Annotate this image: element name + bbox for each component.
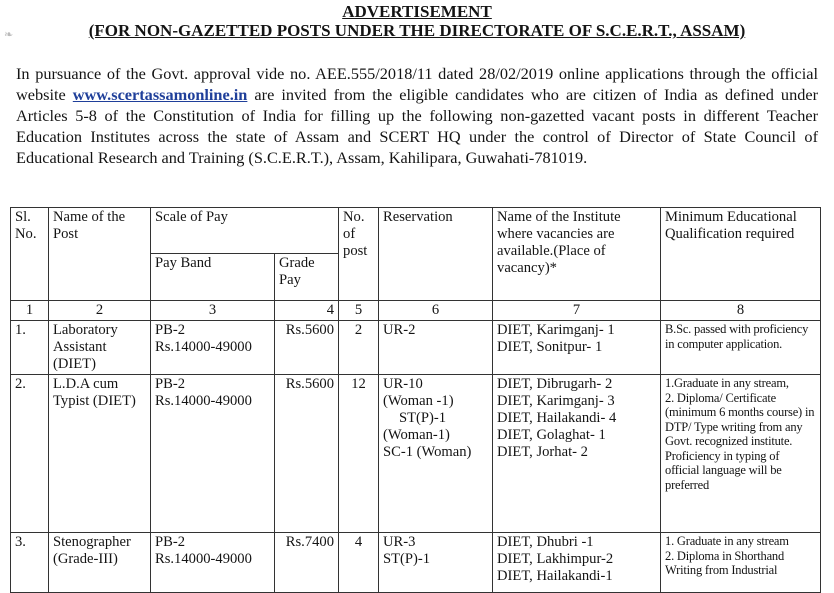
- website-link[interactable]: www.scertassamonline.in: [72, 85, 248, 104]
- advertisement-subtitle: (FOR NON-GAZETTED POSTS UNDER THE DIRECTORATE OF S.C.E.R.T., ASSAM): [88, 21, 746, 40]
- reservation-line: UR-2: [383, 322, 416, 338]
- institute-line: DIET, Hailakandi- 4: [497, 410, 617, 426]
- row-qualification: [661, 533, 821, 593]
- row-sl: 2.: [11, 375, 49, 533]
- institute-line: DIET, Hailakandi-1: [497, 568, 613, 584]
- header-scale-of-pay: Scale of Pay: [151, 208, 339, 254]
- col-number: 7: [493, 301, 661, 321]
- pay-band-line: PB-2: [155, 376, 186, 392]
- row-post-name: Stenographer (Grade-III): [49, 533, 151, 593]
- reservation-line: (Woman-1): [383, 427, 450, 443]
- qualification-item: 1.Graduate in any stream,: [665, 376, 789, 390]
- institute-line: DIET, Sonitpur- 1: [497, 339, 603, 355]
- row-grade-pay: Rs.5600: [275, 375, 339, 533]
- row-grade-pay: Rs.7400: [275, 533, 339, 593]
- row-sl: 3.: [11, 533, 49, 593]
- qualification-item: 2. Diploma/ Certificate (minimum 6 months course) in DTP/ Type writing from any Govt. recognized institute.: [665, 390, 815, 448]
- row-post-name: Laboratory Assistant (DIET): [49, 321, 151, 375]
- qualification-item: 2. Diploma in Shorthand Writing from Industrial: [665, 548, 785, 577]
- institute-line: DIET, Dibrugarh- 2: [497, 376, 613, 392]
- row-institutes: [493, 375, 661, 533]
- intro-text-end: are invited from the eligible candidates who are citizen of India as defined under Articles 5-8 of the Constitution of India for filling up the following non-gazetted vacant posts in different Teacher Education Institutes across the state of Assam and SCERT HQ under the control of Director of State Council of Educational Research and Training (S.C.E.R.T.), Assam, Kahilipara, Guwahati-781019.: [16, 85, 818, 167]
- row-no-of-post: 4: [339, 533, 379, 593]
- row-institutes: [493, 533, 661, 593]
- col-number: 5: [339, 301, 379, 321]
- row-post-name: L.D.A cum Typist (DIET): [49, 375, 151, 533]
- col-number: 2: [49, 301, 151, 321]
- header-grade-pay: Grade Pay: [275, 254, 339, 301]
- advertisement-title: ADVERTISEMENT: [342, 2, 492, 21]
- col-number: 8: [661, 301, 821, 321]
- pay-band-line: Rs.14000-49000: [155, 339, 252, 355]
- intro-paragraph: [16, 63, 818, 168]
- table-row: [11, 321, 821, 375]
- reservation-line: (Woman -1): [383, 393, 454, 409]
- institute-line: DIET, Golaghat- 1: [497, 427, 606, 443]
- header-post-name: Name of the Post: [49, 208, 151, 301]
- reservation-line: UR-10: [383, 376, 423, 392]
- header-pay-band: Pay Band: [151, 254, 275, 301]
- header-no-of-post: No. of post: [339, 208, 379, 301]
- row-no-of-post: 2: [339, 321, 379, 375]
- reservation-line: UR-3: [383, 534, 416, 550]
- row-pay-band: [151, 321, 275, 375]
- reservation-line: ST(P)-1: [383, 551, 431, 567]
- row-no-of-post: 12: [339, 375, 379, 533]
- qualification-item: Proficiency in typing of official language will be preferred: [665, 448, 782, 492]
- pay-band-line: Rs.14000-49000: [155, 393, 252, 409]
- header-institute: Name of the Institute where vacancies are available.(Place of vacancy)*: [493, 208, 661, 301]
- row-grade-pay: Rs.5600: [275, 321, 339, 375]
- row-qualification: [661, 375, 821, 533]
- pay-band-line: PB-2: [155, 322, 186, 338]
- row-qualification: B.Sc. passed with proficiency in computer application.: [661, 321, 821, 375]
- col-number: 6: [379, 301, 493, 321]
- row-reservation: [379, 321, 493, 375]
- col-number: 4: [275, 301, 339, 321]
- row-reservation: [379, 375, 493, 533]
- vacancy-table: [10, 207, 821, 593]
- institute-line: DIET, Karimganj- 3: [497, 393, 615, 409]
- institute-line: DIET, Lakhimpur-2: [497, 551, 614, 567]
- reservation-line: ST(P)-1: [399, 410, 447, 426]
- row-sl: 1.: [11, 321, 49, 375]
- header-sl-no: Sl. No.: [11, 208, 49, 301]
- col-number: 1: [11, 301, 49, 321]
- col-number: 3: [151, 301, 275, 321]
- institute-line: DIET, Karimganj- 1: [497, 322, 615, 338]
- row-pay-band: [151, 375, 275, 533]
- qualification-item: 1. Graduate in any stream: [665, 534, 789, 548]
- row-institutes: [493, 321, 661, 375]
- institute-line: DIET, Jorhat- 2: [497, 444, 588, 460]
- pay-band-line: PB-2: [155, 534, 186, 550]
- header-qualification: Minimum Educational Qualification required: [661, 208, 821, 301]
- row-reservation: [379, 533, 493, 593]
- reservation-line: SC-1 (Woman): [383, 444, 472, 460]
- institute-line: DIET, Dhubri -1: [497, 534, 594, 550]
- page-corner-mark: ❧: [4, 29, 14, 41]
- header-reservation: Reservation: [379, 208, 493, 301]
- table-row: [11, 375, 821, 533]
- pay-band-line: Rs.14000-49000: [155, 551, 252, 567]
- column-number-row: [11, 301, 821, 321]
- table-row: [11, 533, 821, 593]
- intro-text-start: In pursuance of the Govt. approval vide no. AEE.555/2018/11 dated 28/02/2019 online applications through the official website: [16, 64, 818, 104]
- row-pay-band: [151, 533, 275, 593]
